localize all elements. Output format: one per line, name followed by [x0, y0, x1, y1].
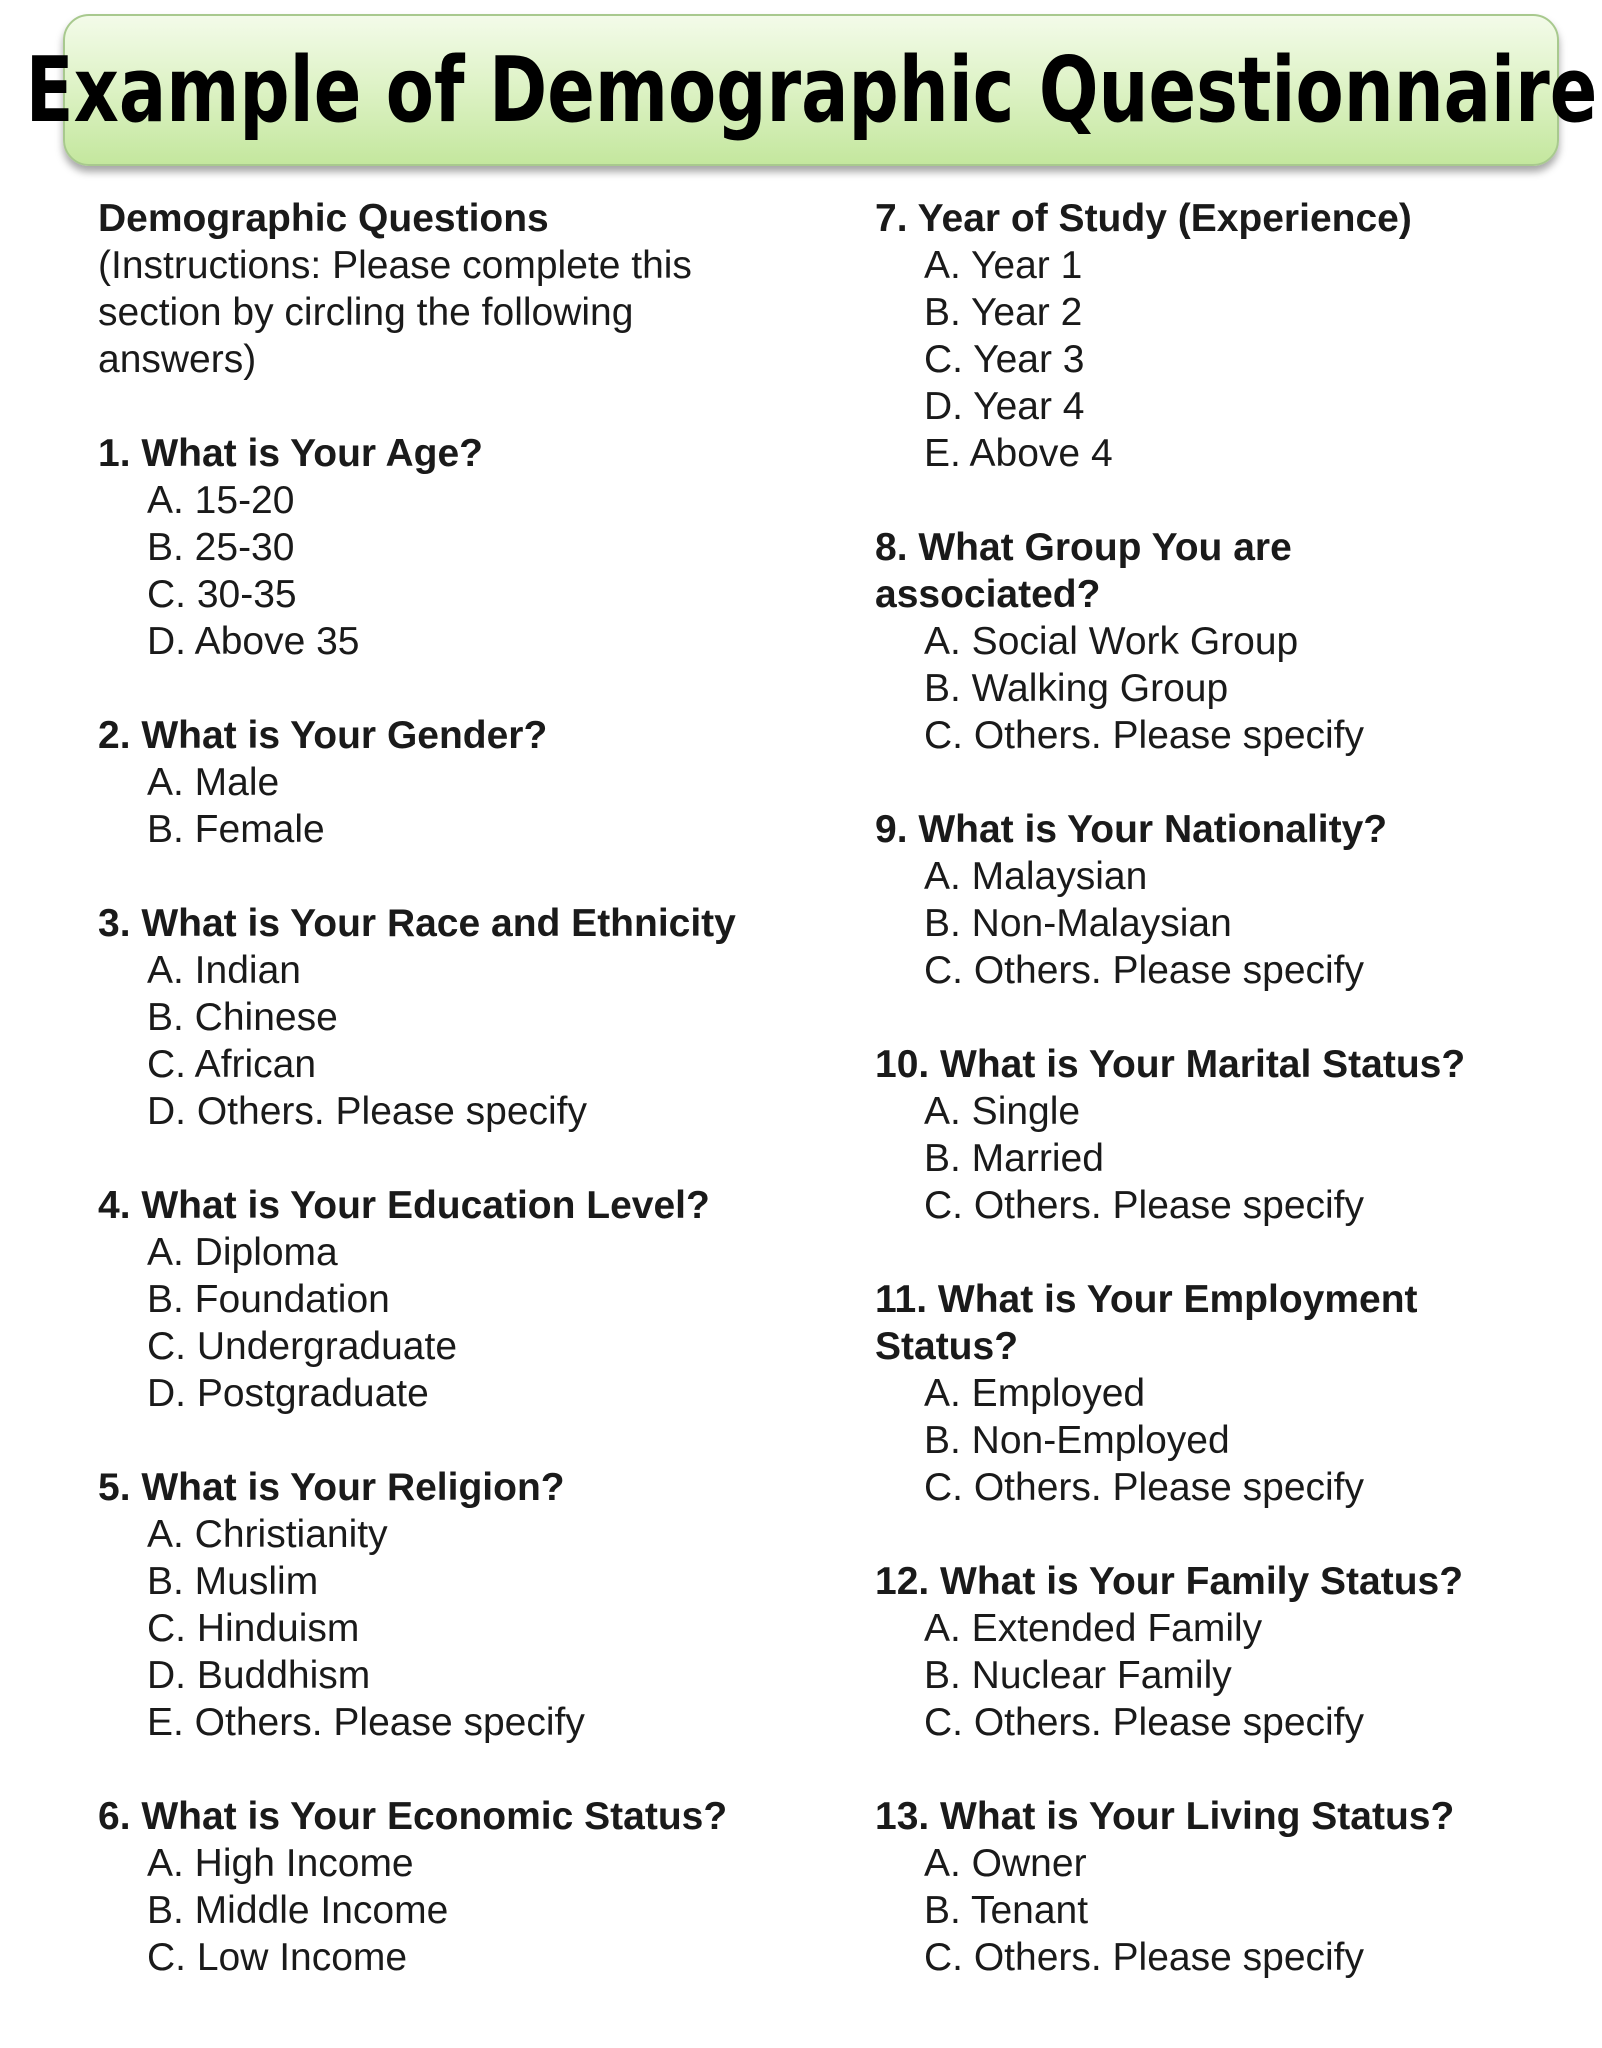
answer-option[interactable]: C. Others. Please specify — [924, 1184, 1365, 1227]
left-column — [98, 195, 798, 2028]
question-title: 3. What is Your Race and Ethnicity — [98, 902, 736, 945]
answer-option[interactable]: A. Indian — [147, 949, 301, 992]
answer-option[interactable]: A. Male — [147, 761, 280, 804]
answer-option[interactable]: B. Non-Malaysian — [924, 902, 1232, 945]
answer-option[interactable]: D. Year 4 — [924, 385, 1085, 428]
answer-option[interactable]: B. Foundation — [147, 1278, 390, 1321]
question-title: 5. What is Your Religion? — [98, 1466, 565, 1509]
question-title: 11. What is Your Employment Status? — [875, 1278, 1418, 1368]
option-list — [98, 947, 798, 1135]
option-list — [98, 1840, 798, 1981]
question-title: 12. What is Your Family Status? — [875, 1560, 1464, 1603]
answer-option[interactable]: B. Nuclear Family — [924, 1654, 1232, 1697]
answer-option[interactable]: C. Others. Please specify — [924, 714, 1365, 757]
answer-option[interactable]: A. 15-20 — [147, 479, 295, 522]
option-list — [875, 1605, 1515, 1746]
answer-option[interactable]: D. Others. Please specify — [147, 1090, 588, 1133]
question-title: 6. What is Your Economic Status? — [98, 1795, 728, 1838]
page-title: Example of Demographic Questionnaire — [25, 37, 1597, 143]
question-title: 4. What is Your Education Level? — [98, 1184, 710, 1227]
answer-option[interactable]: B. Tenant — [924, 1889, 1089, 1932]
option-list — [875, 618, 1515, 759]
option-list — [875, 1370, 1515, 1511]
answer-option[interactable]: D. Above 35 — [147, 620, 360, 663]
answer-option[interactable]: A. Social Work Group — [924, 620, 1299, 663]
answer-option[interactable]: C. Others. Please specify — [924, 1936, 1365, 1979]
title-banner — [25, 14, 1597, 166]
question-block — [875, 1276, 1515, 1511]
answer-option[interactable]: A. High Income — [147, 1842, 414, 1885]
answer-option[interactable]: B. Middle Income — [147, 1889, 449, 1932]
question-block — [875, 806, 1515, 994]
left-question-list — [98, 430, 798, 1981]
answer-option[interactable]: C. African — [147, 1043, 317, 1086]
answer-option[interactable]: A. Year 1 — [924, 244, 1083, 287]
answer-option[interactable]: B. Year 2 — [924, 291, 1083, 334]
answer-option[interactable]: D. Buddhism — [147, 1654, 371, 1697]
answer-option[interactable]: C. Others. Please specify — [924, 1466, 1365, 1509]
answer-option[interactable]: B. Non-Employed — [924, 1419, 1230, 1462]
answer-option[interactable]: B. Married — [924, 1137, 1104, 1180]
option-list — [875, 242, 1515, 477]
answer-option[interactable]: B. Walking Group — [924, 667, 1229, 710]
question-block — [98, 1464, 798, 1746]
question-block — [98, 430, 798, 665]
answer-option[interactable]: B. 25-30 — [147, 526, 295, 569]
question-block — [98, 900, 798, 1135]
question-block — [875, 195, 1515, 477]
right-column — [875, 195, 1515, 2028]
question-title: 9. What is Your Nationality? — [875, 808, 1388, 851]
option-list — [875, 1840, 1515, 1981]
question-title: 13. What is Your Living Status? — [875, 1795, 1455, 1838]
answer-option[interactable]: E. Others. Please specify — [147, 1701, 585, 1744]
answer-option[interactable]: C. Low Income — [147, 1936, 408, 1979]
answer-option[interactable]: C. 30-35 — [147, 573, 297, 616]
answer-option[interactable]: A. Extended Family — [924, 1607, 1263, 1650]
answer-option[interactable]: A. Diploma — [147, 1231, 338, 1274]
answer-option[interactable]: E. Above 4 — [924, 432, 1113, 475]
option-list — [875, 1088, 1515, 1229]
answer-option[interactable]: A. Single — [924, 1090, 1081, 1133]
answer-option[interactable]: D. Postgraduate — [147, 1372, 429, 1415]
question-block — [98, 712, 798, 853]
question-block — [98, 1793, 798, 1981]
question-block — [875, 1793, 1515, 1981]
right-question-list — [875, 195, 1515, 1981]
question-block — [98, 1182, 798, 1417]
answer-option[interactable]: B. Muslim — [147, 1560, 319, 1603]
answer-option[interactable]: A. Owner — [924, 1842, 1087, 1885]
answer-option[interactable]: C. Undergraduate — [147, 1325, 458, 1368]
answer-option[interactable]: A. Malaysian — [924, 855, 1148, 898]
intro-instructions: (Instructions: Please complete this section by circling the following answers) — [98, 244, 692, 381]
question-title: 2. What is Your Gender? — [98, 714, 548, 757]
option-list — [98, 759, 798, 853]
answer-option[interactable]: B. Female — [147, 808, 325, 851]
question-title: 10. What is Your Marital Status? — [875, 1043, 1466, 1086]
answer-option[interactable]: C. Hinduism — [147, 1607, 360, 1650]
intro-heading: Demographic Questions — [98, 197, 549, 240]
answer-option[interactable]: B. Chinese — [147, 996, 338, 1039]
answer-option[interactable]: A. Christianity — [147, 1513, 388, 1556]
option-list — [98, 477, 798, 665]
question-title: 8. What Group You are associated? — [875, 526, 1292, 616]
option-list — [875, 853, 1515, 994]
question-block — [875, 1558, 1515, 1746]
answer-option[interactable]: C. Year 3 — [924, 338, 1085, 381]
question-title: 1. What is Your Age? — [98, 432, 483, 475]
option-list — [98, 1229, 798, 1417]
answer-option[interactable]: A. Employed — [924, 1372, 1146, 1415]
answer-option[interactable]: C. Others. Please specify — [924, 949, 1365, 992]
question-block — [875, 524, 1515, 759]
question-title: 7. Year of Study (Experience) — [875, 197, 1412, 240]
answer-option[interactable]: C. Others. Please specify — [924, 1701, 1365, 1744]
option-list — [98, 1511, 798, 1746]
question-block — [875, 1041, 1515, 1229]
